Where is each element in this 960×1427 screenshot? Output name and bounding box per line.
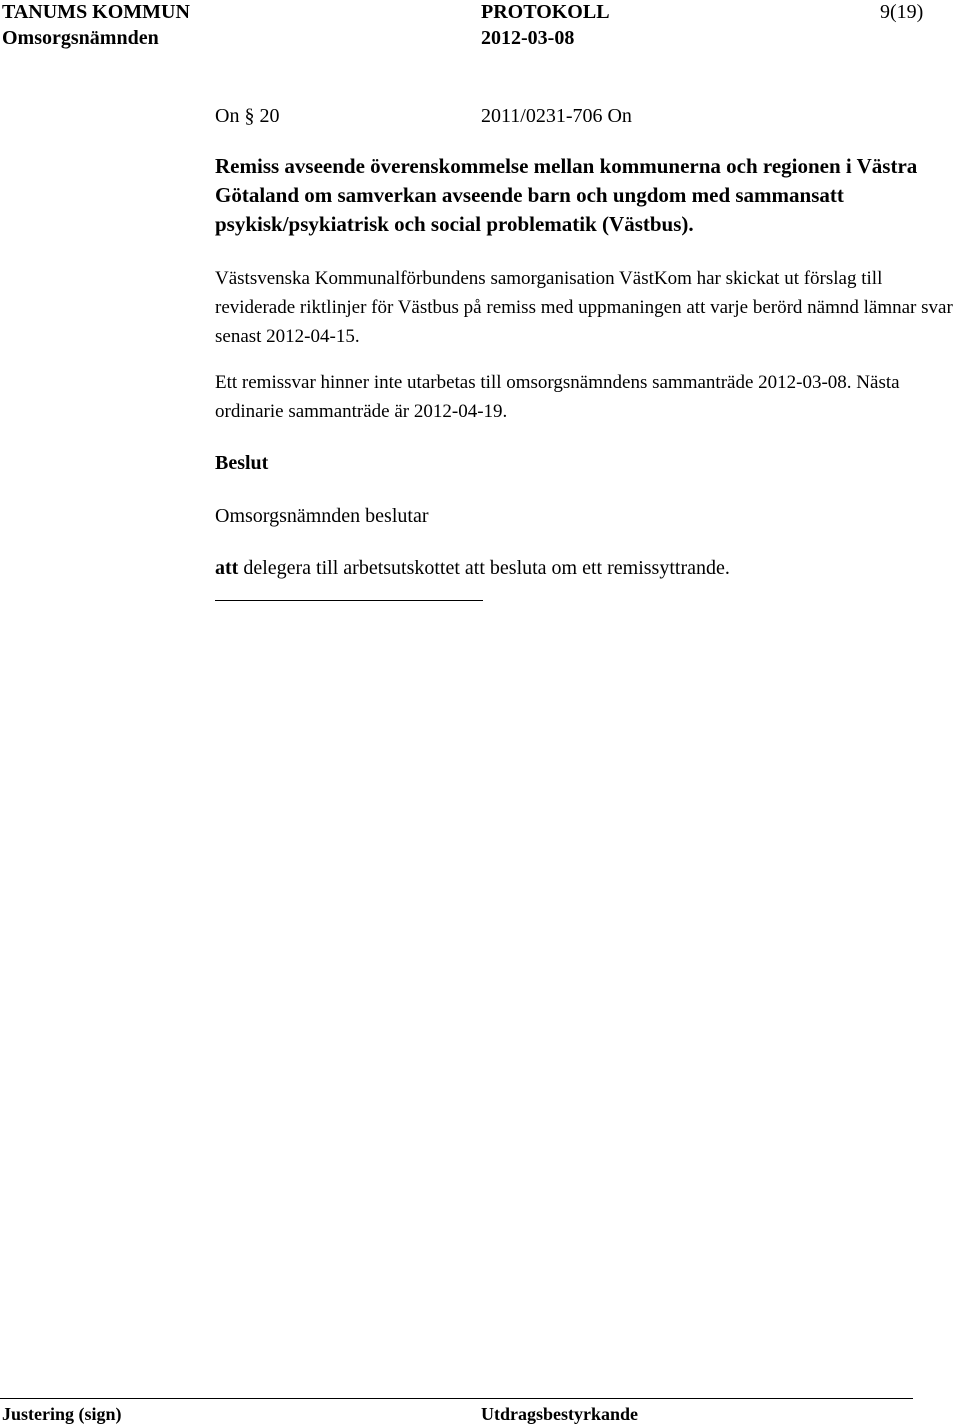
meeting-date: 2012-03-08 <box>481 27 575 49</box>
case-paragraph: On § 20 <box>215 105 280 127</box>
page-number: 9(19) <box>880 1 924 23</box>
document-type: PROTOKOLL <box>481 1 610 23</box>
item-title: Remiss avseende överenskommelse mellan kommunerna och regionen i Västra Götaland om samverkan avseende barn och ungdom med sammansatt psykisk/psykiatrisk och social problematik (Västbus). <box>215 154 918 236</box>
committee-name: Omsorgsnämnden <box>2 27 159 49</box>
signature-label: Justering (sign) <box>2 1404 122 1424</box>
organization-name: TANUMS KOMMUN <box>2 1 190 23</box>
att-keyword: att <box>215 557 239 579</box>
case-reference: 2011/0231-706 On <box>481 105 632 127</box>
body-paragraph-2: Ett remissvar hinner inte utarbetas till omsorgsnämndens sammanträde 2012-03-08. Nästa ordinarie sammanträde är 2012-04-19. <box>215 372 900 422</box>
footer-rule <box>0 1398 913 1399</box>
body-paragraph-1: Västsvenska Kommunalförbundens samorganisation VästKom har skickat ut förslag till reviderade riktlinjer för Västbus på remiss med uppmaningen att varje berörd nämnd lämnar svar senast 2012-04-15. <box>215 268 953 347</box>
certification-label: Utdragsbestyrkande <box>481 1404 639 1424</box>
decision-heading: Beslut <box>215 452 269 474</box>
att-text: delegera till arbetsutskottet att besluta om ett remissyttrande. <box>238 557 730 579</box>
decision-att-clause <box>215 556 730 580</box>
decision-intro: Omsorgsnämnden beslutar <box>215 505 429 527</box>
end-rule <box>215 600 483 601</box>
